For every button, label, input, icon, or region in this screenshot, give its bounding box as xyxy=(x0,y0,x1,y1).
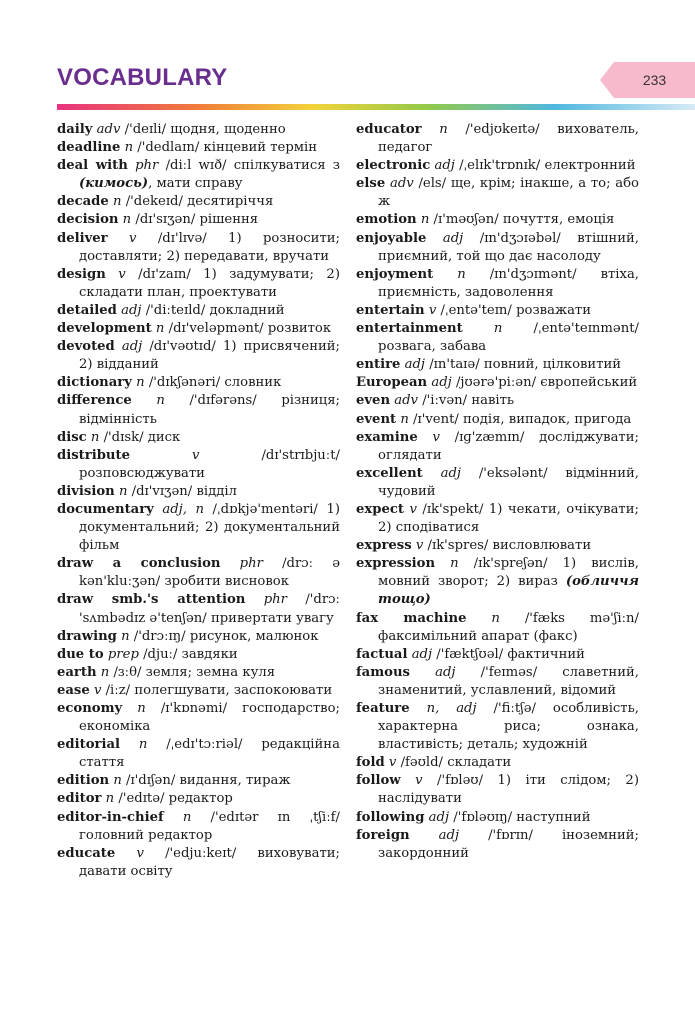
transcription: /ɪk'spreʃən/ xyxy=(473,556,548,572)
headword: foreign xyxy=(356,827,410,843)
headword: disc xyxy=(57,429,87,445)
dictionary-entry xyxy=(356,266,639,302)
transcription: /'eksələnt/ xyxy=(478,465,548,481)
transcription: /'dɪkʃənəri/ xyxy=(148,375,221,391)
headword: entertainment xyxy=(356,321,463,337)
definition: наступний xyxy=(516,809,591,825)
part-of-speech: n xyxy=(124,140,134,156)
transcription: /ɪn'taɪə/ xyxy=(429,357,480,373)
dictionary-entry xyxy=(356,772,639,808)
definition: 1) документальний; 2) документальний фільм xyxy=(79,501,340,554)
dictionary-entry xyxy=(57,628,340,646)
definition: складати xyxy=(447,755,512,771)
usage-note: (обличчя тощо) xyxy=(378,574,639,608)
headword: entire xyxy=(356,357,401,373)
dictionary-entry xyxy=(356,700,639,754)
part-of-speech: phr xyxy=(239,556,263,572)
transcription: /'drɔː 'sʌmbədɪz ə'tenʃən/ xyxy=(79,592,340,626)
headword: editor xyxy=(57,791,102,807)
definition: розвиток xyxy=(267,321,332,337)
part-of-speech: n xyxy=(156,393,165,409)
dictionary-entry xyxy=(57,121,340,139)
definition: славетний, знаменитий, уславлений, відомий xyxy=(378,664,639,698)
transcription: /ˌelɪk'trɒnɪk/ xyxy=(459,158,541,174)
dictionary-entry xyxy=(356,555,639,609)
headword: division xyxy=(57,483,115,499)
headword: deadline xyxy=(57,140,121,156)
dictionary-entry xyxy=(356,175,639,211)
headword: drawing xyxy=(57,628,117,644)
headword: design xyxy=(57,266,106,282)
definition: втішний, приємний, той що дає насолоду xyxy=(378,230,639,264)
dictionary-entry xyxy=(356,157,639,175)
transcription: /'fæktʃʊəl/ xyxy=(436,646,504,662)
part-of-speech: n xyxy=(113,773,122,789)
headword: decision xyxy=(57,212,119,228)
headword: else xyxy=(356,176,386,192)
headword: economy xyxy=(57,701,123,716)
headword: expression xyxy=(356,556,436,572)
transcription: /'dedlaɪn/ xyxy=(137,140,200,156)
headword: excellent xyxy=(356,465,423,481)
part-of-speech: n xyxy=(493,321,503,337)
dictionary-entry xyxy=(57,772,340,790)
definition: десятиріччя xyxy=(187,194,274,210)
headword: event xyxy=(356,411,397,427)
part-of-speech: v xyxy=(118,266,126,282)
headword: fax machine xyxy=(356,610,467,626)
definition: 1) розносити; доставляти; 2) передавати, вручати xyxy=(79,230,340,264)
transcription: /ɪɡ'zæmɪn/ xyxy=(454,429,525,445)
part-of-speech: adj, n xyxy=(162,501,204,517)
page-number: 233 xyxy=(642,72,667,88)
definition: вихователь, педагог xyxy=(378,122,639,156)
transcription: /'deɪli/ xyxy=(124,122,167,137)
headword: educate xyxy=(57,845,116,861)
definition: 1) присвячений; 2) відданий xyxy=(79,339,341,373)
part-of-speech: adj xyxy=(121,302,142,318)
part-of-speech: n, adj xyxy=(426,701,477,716)
definition: висловлювати xyxy=(492,538,592,554)
transcription: /'edɪtə/ xyxy=(118,791,165,807)
part-of-speech: v xyxy=(432,429,440,445)
transcription: /'feɪməs/ xyxy=(480,664,538,680)
dictionary-entry xyxy=(356,646,639,664)
part-of-speech: v xyxy=(192,447,200,463)
dictionary-entry xyxy=(57,302,340,320)
headword: daily xyxy=(57,122,93,137)
part-of-speech: n xyxy=(420,212,430,228)
dictionary-entry xyxy=(57,646,340,664)
definition: 1) чекати, очікувати; 2) сподіватися xyxy=(378,501,639,536)
dictionary-entry xyxy=(356,121,639,157)
dictionary-entry xyxy=(57,193,340,211)
definition-continued: , мати справу xyxy=(148,176,243,192)
transcription: /ɪk'spekt/ xyxy=(422,501,484,517)
headword: deal with xyxy=(57,158,128,174)
transcription: /ɪ'vent/ xyxy=(413,411,459,427)
dictionary-entry xyxy=(57,501,340,555)
dictionary-entry xyxy=(356,610,639,646)
headword: devoted xyxy=(57,339,115,355)
headword: documentary xyxy=(57,501,154,517)
headword: fold xyxy=(356,755,385,771)
definition: відділ xyxy=(196,483,237,499)
headword: express xyxy=(356,538,412,554)
transcription: /'fɒləʊɪŋ/ xyxy=(453,809,513,825)
headword: distribute xyxy=(57,447,130,463)
definition: розповсюджувати xyxy=(79,465,205,481)
definition: іноземний; закордонний xyxy=(378,827,639,861)
transcription: /'fæks mə'ʃiːn/ xyxy=(524,610,639,626)
headword: decade xyxy=(57,194,109,210)
definition: редактор xyxy=(168,791,233,807)
dictionary-entry xyxy=(57,392,340,428)
part-of-speech: adj xyxy=(438,827,460,843)
dictionary-entry xyxy=(57,790,340,808)
definition: повний, цілковитий xyxy=(483,357,622,373)
right-column xyxy=(356,121,639,863)
headword: earth xyxy=(57,664,97,680)
usage-note: (кимось) xyxy=(79,176,149,192)
headword: editor-in-chief xyxy=(57,809,164,825)
transcription: /iːz/ xyxy=(105,682,131,698)
headword: dictionary xyxy=(57,375,132,391)
headword: due to xyxy=(57,646,104,662)
definition: словник xyxy=(224,375,282,391)
headword: detailed xyxy=(57,302,117,318)
transcription: /'fɒləʊ/ xyxy=(437,773,484,789)
transcription: /'diːteɪld/ xyxy=(145,302,206,318)
headword: difference xyxy=(57,393,132,409)
part-of-speech: n xyxy=(450,556,459,572)
dictionary-entry xyxy=(57,682,340,700)
dictionary-entry xyxy=(57,338,340,374)
definition: зробити висновок xyxy=(164,574,289,590)
definition: завдяки xyxy=(181,646,238,662)
part-of-speech: v xyxy=(415,773,423,789)
transcription: /ˌentə'teɪnmənt/ xyxy=(533,321,639,337)
rainbow-divider xyxy=(57,104,695,110)
transcription: /ɪ'məʊʃən/ xyxy=(433,212,499,228)
definition: привертати увагу xyxy=(210,610,334,626)
dictionary-entry xyxy=(57,230,340,266)
part-of-speech: adj xyxy=(431,375,452,391)
definition: виховувати; давати освіту xyxy=(79,845,340,879)
headword: entertain xyxy=(356,302,425,318)
definition: диск xyxy=(147,429,181,445)
part-of-speech: adv xyxy=(389,176,414,192)
headword: examine xyxy=(356,429,418,445)
transcription: /ɪn'dʒɔɪəbəl/ xyxy=(479,230,561,246)
definition: видання, тираж xyxy=(179,773,291,789)
definition: факсимільний апарат (факс) xyxy=(378,628,578,644)
part-of-speech: n xyxy=(100,664,110,680)
part-of-speech: n xyxy=(400,411,409,427)
headword: editorial xyxy=(57,737,121,753)
definition: відмінний, чудовий xyxy=(378,465,639,499)
transcription: /drɔː ə kən'kluːʒən/ xyxy=(79,556,341,590)
part-of-speech: n xyxy=(155,321,165,337)
part-of-speech: n xyxy=(105,791,115,807)
part-of-speech: adj xyxy=(121,339,143,355)
dictionary-entry xyxy=(356,320,639,356)
definition: розвага, забава xyxy=(378,339,487,355)
headword: factual xyxy=(356,646,408,662)
definition: полегшувати, заспокоювати xyxy=(134,682,333,698)
part-of-speech: adj xyxy=(411,646,433,662)
definition: 1) іти слідом; 2) наслідувати xyxy=(378,773,639,807)
headword: enjoyable xyxy=(356,230,427,246)
transcription: /'dɪfərəns/ xyxy=(189,393,257,409)
headword: draw a conclusion xyxy=(57,556,221,572)
definition: господарство; економіка xyxy=(79,701,340,735)
definition: почуття, емоція xyxy=(502,212,615,228)
page-title: VOCABULARY xyxy=(57,64,228,91)
definition: земля; земна куля xyxy=(145,664,276,680)
headword: expect xyxy=(356,501,404,517)
transcription: /dɪ'zaɪn/ xyxy=(138,266,191,282)
dictionary-entry xyxy=(57,374,340,392)
part-of-speech: v xyxy=(428,302,437,318)
dictionary-entry xyxy=(57,211,340,229)
definition: спілкуватися з xyxy=(233,158,340,174)
left-column xyxy=(57,121,340,881)
part-of-speech: phr xyxy=(135,158,159,174)
part-of-speech: adj xyxy=(440,465,462,481)
definition: щодня, щоденно xyxy=(170,122,286,137)
transcription: /'fɒrɪn/ xyxy=(488,827,533,843)
part-of-speech: n xyxy=(136,375,145,391)
part-of-speech: n xyxy=(118,483,128,499)
definition: головний редактор xyxy=(79,827,213,843)
part-of-speech: n xyxy=(439,122,448,137)
transcription: /fəʊld/ xyxy=(400,755,443,771)
transcription: /jʊərə'piːən/ xyxy=(455,375,537,391)
definition: рисунок, малюнок xyxy=(189,628,319,644)
part-of-speech: n xyxy=(137,701,146,716)
headword: following xyxy=(356,809,425,825)
headword: draw smb.'s attention xyxy=(57,592,246,608)
dictionary-entry xyxy=(356,537,639,555)
transcription: /dɪ'veləpmənt/ xyxy=(168,321,264,337)
part-of-speech: adv xyxy=(96,122,121,137)
definition: досліджувати; оглядати xyxy=(378,429,639,463)
transcription: /ɪ'kɒnəmi/ xyxy=(160,701,228,716)
definition: особливість, характерна риса; ознака, властивість; деталь; художній xyxy=(378,701,639,753)
part-of-speech: adj xyxy=(442,230,464,246)
part-of-speech: v xyxy=(129,230,137,246)
headword: ease xyxy=(57,682,90,698)
definition: 1) задумувати; 2) складати план, проектувати xyxy=(79,266,340,300)
dictionary-entry xyxy=(57,483,340,501)
definition: фактичний xyxy=(507,646,585,662)
headword: feature xyxy=(356,701,410,716)
headword: follow xyxy=(356,773,401,789)
transcription: /'drɔːɪŋ/ xyxy=(133,628,186,644)
definition: рішення xyxy=(199,212,259,228)
dictionary-entry xyxy=(57,591,340,627)
definition: ще, крім; інакше, а то; або ж xyxy=(378,176,639,210)
dictionary-entry xyxy=(57,139,340,157)
transcription: /ɜːθ/ xyxy=(113,664,142,680)
transcription: /dɪ'vɪʒən/ xyxy=(131,483,193,499)
transcription: /'fiːtʃə/ xyxy=(493,701,536,716)
definition: різниця; відмінність xyxy=(79,393,340,427)
part-of-speech: adj xyxy=(435,664,456,680)
part-of-speech: n xyxy=(90,429,100,445)
transcription: /dɪ'sɪʒən/ xyxy=(135,212,196,228)
part-of-speech: n xyxy=(121,628,130,644)
dictionary-entry xyxy=(57,320,340,338)
part-of-speech: v xyxy=(409,501,417,517)
dictionary-entry xyxy=(57,845,340,881)
part-of-speech: n xyxy=(457,266,466,282)
headword: enjoyment xyxy=(356,266,434,282)
part-of-speech: n xyxy=(491,610,500,626)
dictionary-entry xyxy=(356,465,639,501)
part-of-speech: adj xyxy=(434,158,455,174)
transcription: /'dekeɪd/ xyxy=(125,194,183,210)
transcription: /'edjuːkeɪt/ xyxy=(165,845,237,861)
dictionary-entry xyxy=(356,754,639,772)
transcription: /ˌdɒkjə'mentəri/ xyxy=(212,501,318,517)
transcription: /ɪk'spres/ xyxy=(427,538,489,554)
dictionary-entry xyxy=(356,429,639,465)
dictionary-entry xyxy=(356,392,639,410)
definition: редакційна стаття xyxy=(79,737,340,771)
dictionary-entry xyxy=(57,700,340,736)
part-of-speech: n xyxy=(138,737,148,753)
dictionary-entry xyxy=(356,230,639,266)
transcription: /'iːvən/ xyxy=(422,393,468,409)
dictionary-entry xyxy=(356,501,639,537)
part-of-speech: v xyxy=(388,755,397,771)
headword: European xyxy=(356,375,428,391)
dictionary-entry xyxy=(57,447,340,483)
dictionary-entry xyxy=(356,411,639,429)
part-of-speech: n xyxy=(113,194,122,210)
part-of-speech: adv xyxy=(394,393,418,409)
dictionary-entry xyxy=(356,356,639,374)
transcription: /diːl wɪð/ xyxy=(165,158,227,174)
definition: європейський xyxy=(540,375,638,391)
headword: even xyxy=(356,393,391,409)
headword: development xyxy=(57,321,152,337)
transcription: /ɪ'dɪʃən/ xyxy=(126,773,176,789)
part-of-speech: v xyxy=(415,538,424,554)
headword: famous xyxy=(356,664,410,680)
transcription: /'edjʊkeɪtə/ xyxy=(465,122,540,137)
dictionary-entry xyxy=(356,827,639,863)
headword: emotion xyxy=(356,212,417,228)
definition: розважати xyxy=(516,302,592,318)
dictionary-entry xyxy=(356,211,639,229)
part-of-speech: v xyxy=(136,845,144,861)
dictionary-entry xyxy=(356,664,639,700)
definition: 1) вислів, мовний зворот; 2) вираз xyxy=(378,556,640,590)
transcription: /dɪ'strɪbjuːt/ xyxy=(261,447,340,463)
part-of-speech: n xyxy=(182,809,192,825)
part-of-speech: n xyxy=(122,212,132,228)
definition: електронний xyxy=(544,158,636,174)
transcription: /els/ xyxy=(418,176,447,192)
definition: навіть xyxy=(471,393,515,409)
dictionary-entry xyxy=(57,555,340,591)
dictionary-entry xyxy=(57,736,340,772)
part-of-speech: prep xyxy=(107,646,139,662)
headword: deliver xyxy=(57,230,108,246)
definition: кінцевий термін xyxy=(203,140,318,156)
dictionary-entry xyxy=(57,809,340,845)
dictionary-entry xyxy=(57,664,340,682)
transcription: /ɪn'dʒɔɪmənt/ xyxy=(489,266,577,282)
definition: втіха, приємність, задоволення xyxy=(378,266,639,300)
dictionary-entry xyxy=(57,429,340,447)
part-of-speech: phr xyxy=(263,592,287,608)
dictionary-entry xyxy=(356,809,639,827)
dictionary-entry xyxy=(356,374,639,392)
page-number-tab xyxy=(614,62,695,98)
dictionary-entry xyxy=(57,157,340,193)
dictionary-entry xyxy=(57,266,340,302)
headword: educator xyxy=(356,122,422,137)
part-of-speech: v xyxy=(93,682,102,698)
part-of-speech: adj xyxy=(428,809,450,825)
part-of-speech: adj xyxy=(404,357,426,373)
definition: докладний xyxy=(209,302,285,318)
transcription: /'dɪsk/ xyxy=(103,429,144,445)
transcription: /dɪ'lɪvə/ xyxy=(157,230,207,246)
transcription: /'edɪtər ɪn ˌtʃiːf/ xyxy=(210,809,341,825)
transcription: /djuː/ xyxy=(143,646,178,662)
dictionary-entry xyxy=(356,302,639,320)
headword: electronic xyxy=(356,158,431,174)
definition: подія, випадок, пригода xyxy=(463,411,632,427)
transcription: /dɪ'vəʊtɪd/ xyxy=(149,339,216,355)
transcription: /ˌentə'teɪn/ xyxy=(440,302,512,318)
headword: edition xyxy=(57,773,110,789)
transcription: /ˌedɪ'tɔːriəl/ xyxy=(166,737,243,753)
